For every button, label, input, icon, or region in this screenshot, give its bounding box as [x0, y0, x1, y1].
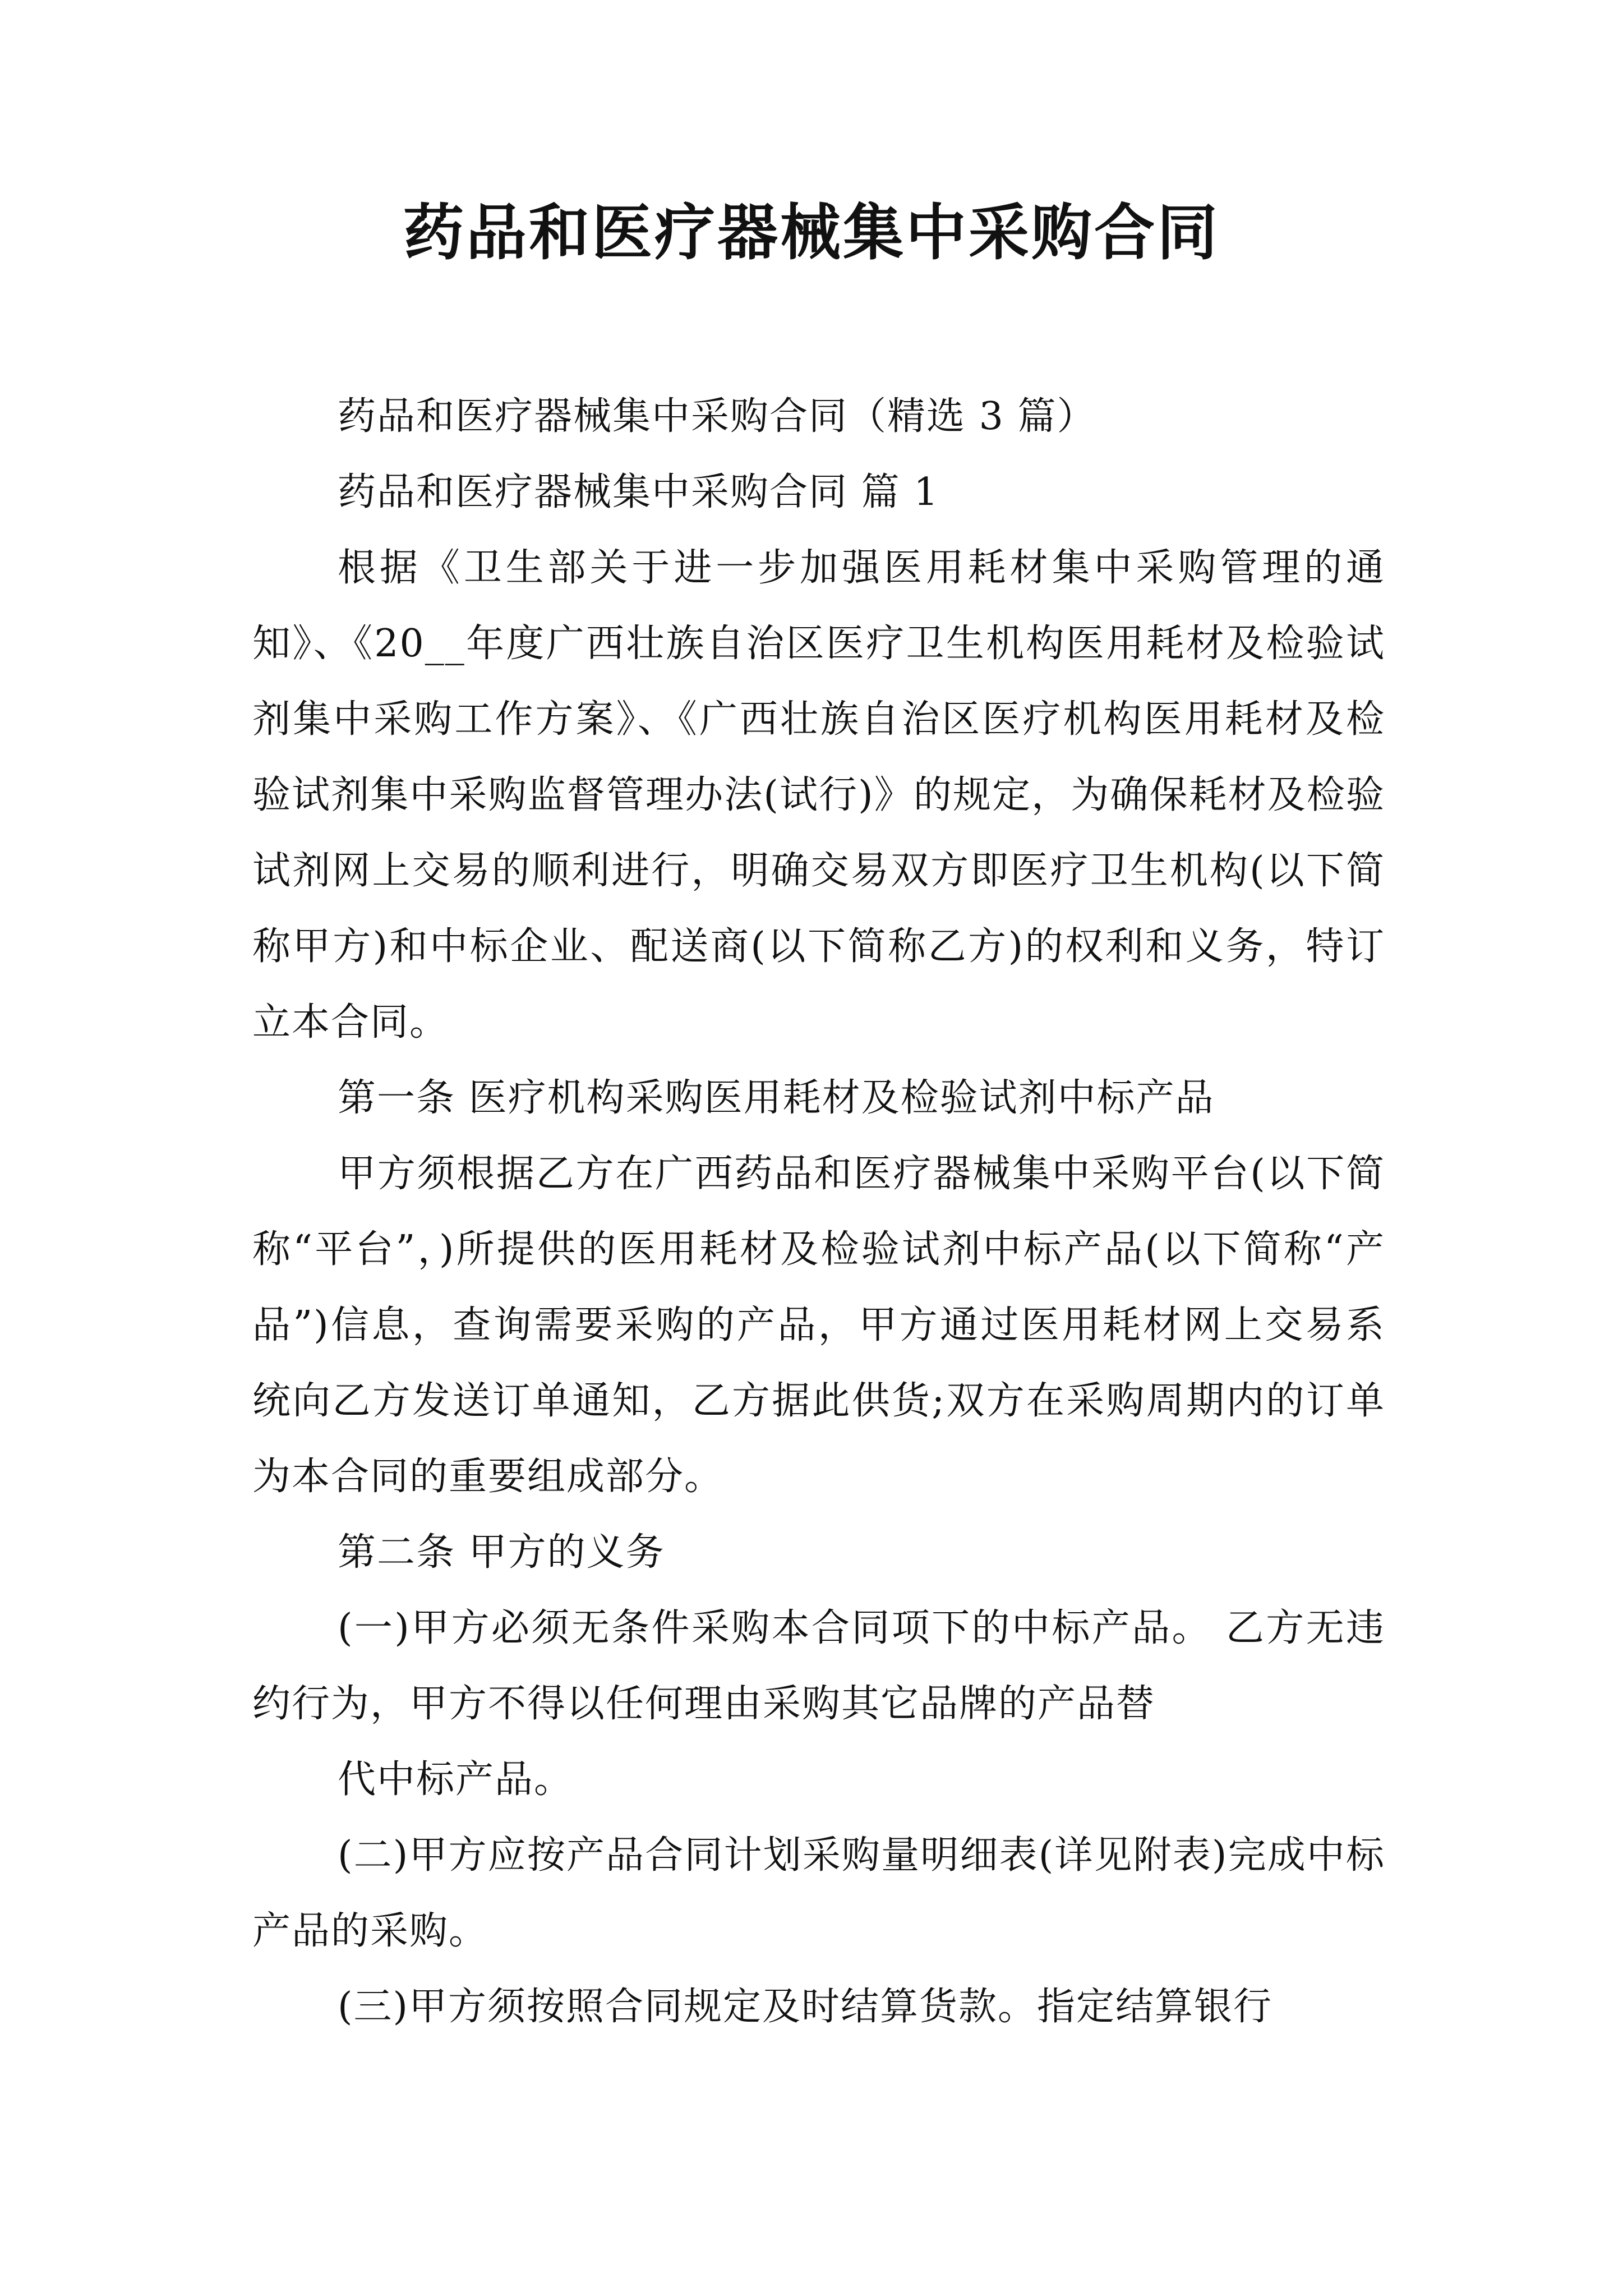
document-title: 药品和医疗器械集中采购合同 [403, 197, 1220, 268]
paragraph-section-heading: 药品和医疗器械集中采购合同 篇 1 [338, 470, 939, 514]
paragraph-subtitle: 药品和医疗器械集中采购合同（精选 3 篇） [338, 394, 1096, 439]
paragraph-article-1-heading: 第一条 医疗机构采购医用耗材及检验试剂中标产品 [338, 1076, 1215, 1120]
paragraph-clause-1: (一)甲方必须无条件采购本合同项下的中标产品。 乙方无违约行为，甲方不得以任何理由采购其它品牌的产品替 [252, 1606, 1385, 1726]
paragraph-clause-1-continued: 代中标产品。 [338, 1757, 574, 1802]
paragraph-clause-3: (三)甲方须按照合同规定及时结算货款。指定结算银行 [338, 1985, 1273, 2029]
paragraph-clause-2: (二)甲方应按产品合同计划采购量明细表(详见附表)完成中标产品的采购。 [252, 1833, 1385, 1953]
document-body [252, 379, 1385, 2045]
paragraph-article-2-heading: 第二条 甲方的义务 [338, 1530, 665, 1575]
paragraph-preamble: 根据《卫生部关于进一步加强医用耗材集中采购管理的通知》、《20__年度广西壮族自治区医疗卫生机构医用耗材及检验试剂集中采购工作方案》、《广西壮族自治区医疗机构医用耗材及检验试剂集中采购监督管理办法(试行)》的规定，为确保耗材及检验试剂网上交易的顺利进行，明确交易双方即医疗卫生机构(以下简称甲方)和中标企业、配送商(以下简称乙方)的权利和义务，特订立本合同。 [252, 546, 1385, 1045]
paragraph-article-1-body: 甲方须根据乙方在广西药品和医疗器械集中采购平台(以下简称“平台”，)所提供的医用耗材及检验试剂中标产品(以下简称“产品”)信息，查询需要采购的产品，甲方通过医用耗材网上交易系统向乙方发送订单通知，乙方据此供货;双方在采购周期内的订单为本合同的重要组成部分。 [252, 1152, 1385, 1499]
